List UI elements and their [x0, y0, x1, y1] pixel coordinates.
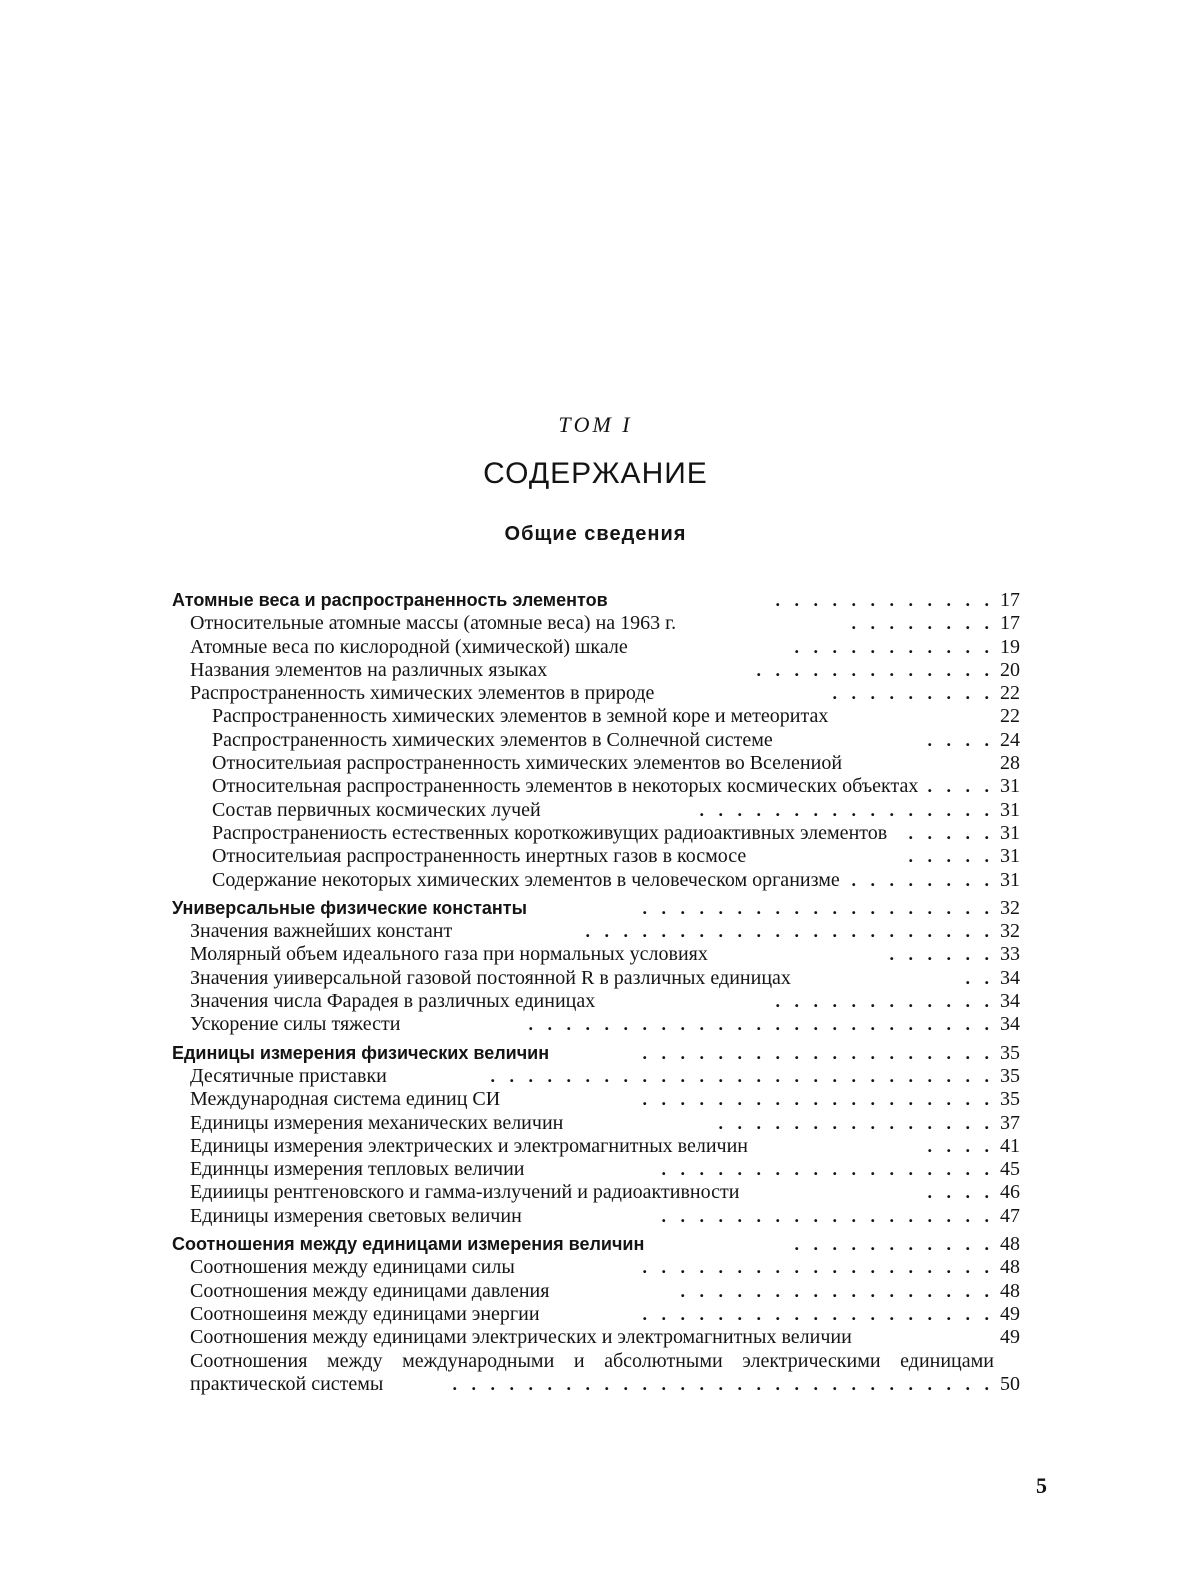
toc-entry [172, 1280, 1056, 1303]
table-of-contents [172, 587, 1056, 1396]
toc-leader-dots: . . [965, 967, 994, 988]
toc-entry-text: Атомные веса по кислородной (химической) шкале [190, 635, 628, 658]
toc-entry-text: Международная система единиц СИ [190, 1088, 501, 1111]
toc-page-number: 48 [1000, 1233, 1020, 1256]
toc-entry-text: Соотношения между единицами электрических и электромагнитных величии [190, 1326, 852, 1349]
toc-entry-text: Содержание некоторых химических элементов в человеческом организме [212, 868, 840, 891]
toc-entry-text: Относительная распространенность элементов в некоторых космических объектах [212, 775, 919, 798]
toc-page-number: 31 [1000, 868, 1020, 891]
toc-leader-dots: . . . . . . . . . [832, 683, 994, 704]
toc-leader-dots: . . . . . . . . . . . . . . . . . . [661, 1159, 994, 1180]
toc-entry-text: Единицы измерения световых величин [190, 1204, 522, 1227]
toc-page-number: 34 [1000, 966, 1020, 989]
toc-leader-dots: . . . . . . . . . . . . [775, 590, 994, 610]
toc-entry [172, 822, 1056, 845]
toc-entry [172, 636, 1056, 659]
toc-entry-text: Единицы измерения электрических и электромагнитных величин [190, 1134, 749, 1157]
toc-leader-dots: . . . . . . . . . . . . . . . [718, 1112, 994, 1133]
toc-page-number: 37 [1000, 1111, 1020, 1134]
toc-section [172, 1042, 1056, 1065]
toc-leader-dots: . . . . . . [889, 944, 994, 965]
toc-leader-dots: . . . . . . . . . . . . . . . . . . . [642, 1257, 994, 1278]
toc-page-number: 41 [1000, 1134, 1020, 1157]
toc-page-number: 50 [1000, 1372, 1020, 1395]
toc-section [172, 897, 1056, 920]
toc-entry-text: Относительиая распространенность химических элементов во Вселениой [212, 752, 843, 775]
toc-page-number: 31 [1000, 845, 1020, 868]
toc-page-number: 48 [1000, 1256, 1020, 1279]
toc-entry [172, 1112, 1056, 1135]
toc-entry [172, 1326, 1056, 1349]
toc-entry [172, 1135, 1056, 1158]
toc-entry [172, 705, 1056, 728]
toc-page-number: 22 [1000, 682, 1020, 705]
toc-entry-text: Распространениость естественных короткоживущих радиоактивных элементов [212, 821, 888, 844]
toc-entry [172, 1065, 1056, 1088]
toc-entry-text: Состав первичных космических лучей [212, 798, 541, 821]
toc-page-number: 34 [1000, 990, 1020, 1013]
toc-page-number: 34 [1000, 1013, 1020, 1036]
toc-entry-text: Единицы измерения физических величин [172, 1042, 550, 1063]
toc-leader-dots: . . . . . . . . . . . . . [756, 659, 994, 680]
toc-entry-text: Значения уииверсальной газовой постоянной R в различных единицах [190, 966, 791, 989]
toc-entry [172, 799, 1056, 822]
toc-page-number: 46 [1000, 1181, 1020, 1204]
toc-leader-dots: . . . . . . . . . . . . . . . . . . . [642, 897, 994, 918]
toc-entry-text: Ускорение силы тяжести [190, 1013, 401, 1036]
toc-leader-dots: . . . . . . . . . . . . . . . . . . [661, 1205, 994, 1226]
toc-entry-text: Соотношения между единицами измерения величин [172, 1234, 645, 1255]
toc-page-number: 49 [1000, 1302, 1020, 1325]
toc-page-number: 32 [1000, 920, 1020, 943]
toc-section [172, 1233, 1056, 1256]
toc-entry-text: Относительиая распространенность инертных газов в космосе [212, 845, 747, 868]
toc-page-number: 22 [1000, 705, 1020, 728]
toc-entry [172, 729, 1056, 752]
toc-entry [172, 990, 1056, 1013]
toc-leader-dots: . . . . . . . . . . . [794, 636, 994, 657]
toc-page-number: 31 [1000, 798, 1020, 821]
toc-entry-text: Распространенность химических элементов в земной коре и метеоритах [212, 705, 829, 728]
toc-entry-text: Соотношения между единицами силы [190, 1256, 515, 1279]
toc-leader-dots: . . . . . . . . . . . . . . . . . [680, 1280, 994, 1301]
toc-entry-text: Названия элементов на различных языках [190, 658, 548, 681]
toc-leader-dots: . . . . [927, 1182, 994, 1203]
toc-entry [172, 1303, 1056, 1326]
page-number: 5 [1036, 1473, 1047, 1498]
toc-entry-text: Едииицы рентгеновского и гамма-излучений и радиоактивности [190, 1181, 740, 1204]
toc-leader-dots: . . . . . . . . . . . . . . . . . . . . . . [585, 921, 994, 942]
toc-leader-dots: . . . . . . . . . . . . . . . . . . . [642, 1089, 994, 1110]
toc-entry-text: Распространенность химических элементов в Солнечной системе [212, 728, 773, 751]
toc-page-number: 33 [1000, 943, 1020, 966]
section-title: Общие сведения [504, 523, 687, 545]
toc-entry [172, 1205, 1056, 1228]
toc-page-number: 28 [1000, 752, 1020, 775]
toc-section [172, 589, 1056, 612]
toc-entry-text: Значения числа Фарадея в различных единицах [190, 990, 596, 1013]
toc-page-number: 19 [1000, 635, 1020, 658]
toc-entry [172, 682, 1056, 705]
toc-leader-dots: . . . . . [908, 846, 994, 867]
toc-leader-dots: . . . . . . . . . . . [794, 1234, 994, 1255]
toc-leader-dots: . . . . . . . . . . . . . . . . . . . . . . . . . [528, 1014, 994, 1035]
toc-entry-text: Распространенность химических элементов в природе [190, 682, 655, 705]
toc-leader-dots: . . . . . . . . . . . . . . . . . . . . . . . . . . . [490, 1065, 994, 1086]
toc-leader-dots: . . . . [927, 1135, 994, 1156]
toc-entry [172, 943, 1056, 966]
toc-entry [172, 869, 1056, 892]
toc-page-number: 32 [1000, 896, 1020, 919]
toc-entry [172, 845, 1056, 868]
toc-entry-text: Десятичные приставки [190, 1064, 387, 1087]
toc-entry-text: Единицы измерения механических величин [190, 1111, 564, 1134]
toc-entry [172, 1181, 1056, 1204]
toc-entry [172, 1256, 1056, 1279]
toc-leader-dots: . . . . [927, 776, 994, 797]
toc-leader-dots: . . . . [927, 729, 994, 750]
toc-page-number: 35 [1000, 1088, 1020, 1111]
toc-leader-dots: . . . . . . . . [851, 613, 994, 634]
toc-entry [172, 1158, 1056, 1181]
toc-entry-text: Соотношения между единицами давления [190, 1279, 550, 1302]
toc-page-number: 20 [1000, 658, 1020, 681]
toc-entry [172, 920, 1056, 943]
toc-entry-text: Значения важнейших констант [190, 920, 453, 943]
toc-entry-text: Соотношеиня между единицами энергии [190, 1302, 540, 1325]
toc-page-number: 17 [1000, 589, 1020, 611]
toc-leader-dots: . . . . . . . . . . . . [775, 991, 994, 1012]
toc-page-number: 48 [1000, 1279, 1020, 1302]
toc-entry [172, 775, 1056, 798]
volume-label: ТОМ I [558, 412, 633, 437]
page-title: СОДЕРЖАНИЕ [483, 457, 708, 490]
toc-page-number: 35 [1000, 1041, 1020, 1064]
toc-leader-dots: . . . . . . . . . . . . . . . . . . . [642, 1303, 994, 1324]
toc-page-number: 24 [1000, 728, 1020, 751]
toc-entry [172, 1350, 1056, 1397]
toc-entry [172, 752, 1056, 775]
toc-leader-dots: . . . . . . . . . . . . . . . . [699, 799, 994, 820]
toc-entry [172, 1088, 1056, 1111]
toc-page-number: 49 [1000, 1326, 1020, 1349]
toc-leader-dots: . . . . . [908, 822, 994, 843]
toc-entry [172, 659, 1056, 682]
toc-entry [172, 967, 1056, 990]
toc-page-number: 31 [1000, 821, 1020, 844]
toc-page-number: 35 [1000, 1064, 1020, 1087]
toc-entry-text: Относительные атомные массы (атомные веса) на 1963 г. [190, 612, 677, 635]
toc-page-number: 17 [1000, 612, 1020, 635]
toc-leader-dots: . . . . . . . . [851, 869, 994, 890]
toc-entry [172, 1013, 1056, 1036]
toc-page-number: 45 [1000, 1158, 1020, 1181]
toc-entry-text: Универсальные физические константы [172, 897, 527, 918]
toc-page-number: 31 [1000, 775, 1020, 798]
toc-page-number: 47 [1000, 1204, 1020, 1227]
toc-entry [172, 612, 1056, 635]
toc-leader-dots: . . . . . . . . . . . . . . . . . . . [642, 1042, 994, 1063]
toc-entry-text: Единнцы измерения тепловых величии [190, 1158, 525, 1181]
toc-entry-text: Молярный объем идеального газа при нормальных условиях [190, 943, 708, 966]
toc-entry-text: Атомные веса и распространенность элементов [172, 590, 608, 610]
toc-entry-text: Соотношения между международными и абсолютными электрическими единицами практической системы [190, 1349, 994, 1395]
toc-leader-dots: . . . . . . . . . . . . . . . . . . . . . . . . . . . . . [452, 1373, 994, 1394]
